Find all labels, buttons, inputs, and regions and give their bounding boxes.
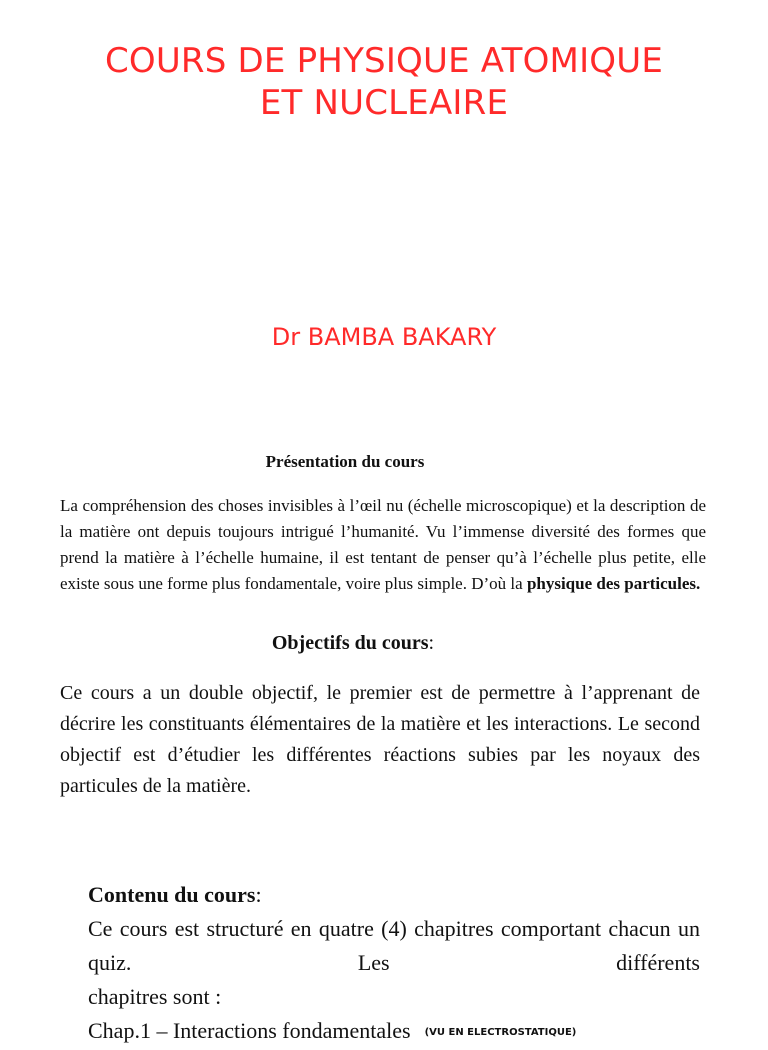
objectives-heading [0, 630, 706, 656]
content-heading [88, 878, 700, 912]
content-heading-text: Contenu du cours [88, 882, 256, 907]
title-line-1: COURS DE PHYSIQUE ATOMIQUE [104, 41, 664, 81]
content-line-1: Ce cours est structuré en quatre (4) chapitres comportant chacun un quiz. Les différents [88, 916, 700, 975]
chapter-1-title: Chap.1 – Interactions fondamentales [88, 1018, 411, 1043]
content-line-2: chapitres sont : [88, 984, 222, 1009]
author-name: Dr BAMBA BAKARY [271, 323, 497, 351]
chapter-1-line [88, 1014, 700, 1050]
objectives-heading-colon: : [428, 632, 435, 654]
presentation-bold-text: physique des particules. [526, 574, 701, 593]
content-heading-colon: : [255, 882, 262, 907]
presentation-paragraph [60, 493, 706, 597]
presentation-heading: Présentation du cours [265, 452, 425, 471]
document-title [40, 40, 728, 124]
title-line-2: ET NUCLEAIRE [259, 83, 509, 123]
chapter-1-note: (VU EN ELECTROSTATIQUE) [424, 1026, 577, 1038]
presentation-text: La compréhension des choses invisibles à l’œil nu (échelle microscopique) et la description de la matière ont depuis toujours intrigué l’humanité. Vu l’immense diversité des formes que prend la matière à l’échelle humaine, il est tentant de penser qu’à l’échelle plus petite, elle existe sous une forme plus fondamentale, voire plus simple. D’où la [60, 496, 706, 593]
objectives-paragraph: Ce cours a un double objectif, le premier est de permettre à l’apprenant de décrire les constituants élémentaires de la matière et les interactions. Le second objectif est d’étudier les différentes réactions subies par les noyaux des particules de la matière. [60, 682, 700, 797]
content-section [88, 878, 700, 1050]
objectives-heading-text: Objectifs du cours [271, 632, 429, 654]
